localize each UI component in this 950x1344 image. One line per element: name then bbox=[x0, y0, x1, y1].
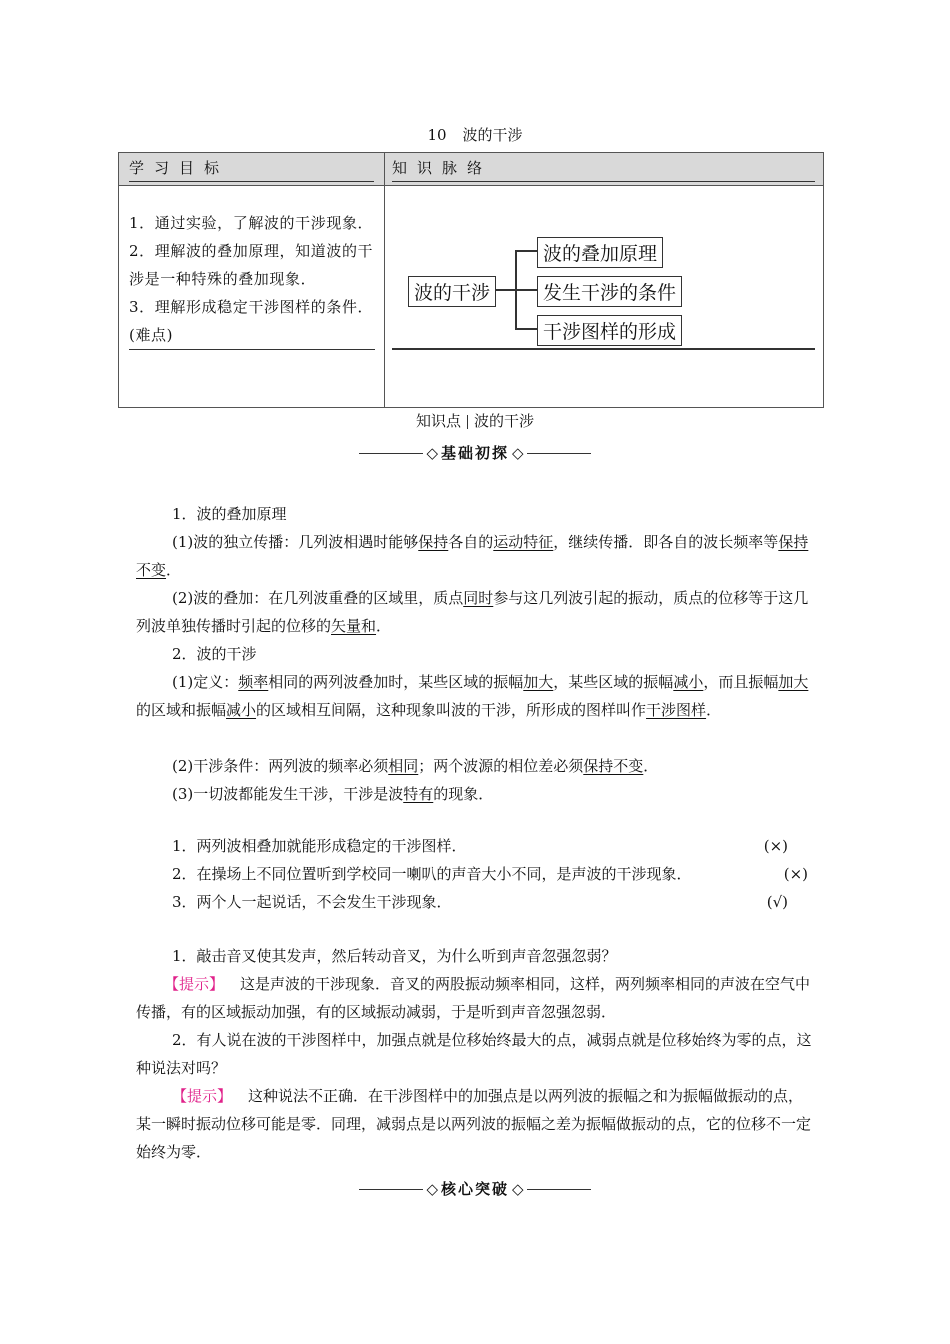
section-basic-label: 基础初探 bbox=[440, 444, 509, 462]
goal-item: 1．通过实验，了解波的干涉现象． bbox=[129, 214, 374, 232]
question-item: 1．敲击音叉使其发声，然后转动音叉，为什么听到声音忽强忽弱？ bbox=[172, 947, 617, 965]
mindmap-root: 波的干涉 bbox=[408, 276, 496, 307]
hint-label: 【提示】 bbox=[172, 1087, 233, 1105]
mindmap-branch: 波的叠加原理 bbox=[537, 237, 663, 268]
learning-goals-list bbox=[129, 209, 379, 350]
paragraph-superposition: (2)波的叠加：在几列波重叠的区域里，质点同时参与这几列波引起的振动，质点的位移等于这几列波单独传播时引起的位移的矢量和． bbox=[136, 589, 809, 635]
goal-item: 3．理解形成稳定干涉图样的条件．(难点) bbox=[129, 293, 375, 350]
objectives-table bbox=[118, 152, 824, 408]
mindmap-connector bbox=[515, 289, 537, 291]
table-header-row bbox=[119, 153, 823, 186]
section-core-label: 核心突破 bbox=[440, 1180, 509, 1198]
hint-paragraph: 【提示】 这种说法不正确．在干涉图样中的加强点是以两列波的振幅之和为振幅做振动的点，某一瞬时振动位移可能是零．同理，减弱点是以两列波的振幅之差为振幅做振动的点，它的位移不一定始终为零． bbox=[136, 1087, 812, 1161]
kp-label: 知识点 bbox=[415, 412, 461, 430]
kp-separator bbox=[467, 415, 468, 429]
mindmap-connector bbox=[495, 289, 515, 291]
section-core-heading: ◇ 核心突破 ◇ bbox=[0, 1178, 950, 1199]
hint-label: 【提示】 bbox=[164, 975, 225, 993]
header-knowledge-map: 知识脉络 bbox=[392, 157, 815, 182]
paragraph-all-waves: (3)一切波都能发生干涉，干涉是波特有的现象． bbox=[172, 785, 494, 803]
judgment-mark: (√) bbox=[766, 893, 788, 911]
header-learning-goals: 学习目标 bbox=[129, 157, 374, 182]
paragraph-independent-propagation: (1)波的独立传播：几列波相遇时能够保持各自的运动特征，继续传播．即各自的波长频率等保持不变． bbox=[136, 533, 809, 579]
paragraph-conditions: (2)干涉条件：两列波的频率必须相同；两个波源的相位差必须保持不变． bbox=[172, 757, 659, 775]
goal-item: 2．理解波的叠加原理，知道波的干涉是一种特殊的叠加现象． bbox=[129, 242, 374, 288]
mindmap-connector bbox=[515, 328, 537, 330]
page-title bbox=[0, 124, 950, 145]
knowledge-point-heading bbox=[0, 410, 950, 431]
paragraph-definition: (1)定义：频率相同的两列波叠加时，某些区域的振幅加大，某些区域的振幅减小，而且振幅加大的区域和振幅减小的区域相互间隔，这种现象叫波的干涉，所形成的图样叫作干涉图样． bbox=[136, 673, 809, 719]
mindmap-underline bbox=[392, 348, 815, 350]
judgment-item: 3．两个人一起说话，不会发生干涉现象． (√) bbox=[172, 888, 788, 916]
mindmap-connector bbox=[515, 250, 537, 252]
question-item: 2．有人说在波的干涉图样中，加强点就是位移始终最大的点，减弱点就是位移始终为零的点，这种说法对吗？ bbox=[136, 1031, 812, 1077]
judgment-mark: (×) bbox=[763, 837, 788, 855]
section-basic-heading: ◇ 基础初探 ◇ bbox=[0, 442, 950, 463]
lesson-title: 波的干涉 bbox=[462, 126, 523, 144]
subheading-interference: 2．波的干涉 bbox=[172, 645, 257, 663]
hint-paragraph: 【提示】 这是声波的干涉现象．音叉的两股振动频率相同，这样，两列频率相同的声波在空气中传播，有的区域振动加强，有的区域振动减弱，于是听到声音忽强忽弱． bbox=[136, 975, 811, 1021]
judgment-item: 1．两列波相叠加就能形成稳定的干涉图样． (×) bbox=[172, 832, 788, 860]
mindmap-branch: 发生干涉的条件 bbox=[537, 276, 682, 307]
judgment-item: 2．在操场上不同位置听到学校同一喇叭的声音大小不同，是声波的干涉现象． (×) bbox=[172, 860, 808, 888]
kp-name: 波的干涉 bbox=[474, 412, 535, 430]
lesson-number: 10 bbox=[427, 126, 447, 144]
judgment-mark: (×) bbox=[783, 865, 808, 883]
mindmap-branch: 干涉图样的形成 bbox=[537, 315, 682, 346]
subheading-superposition: 1．波的叠加原理 bbox=[172, 505, 287, 523]
table-divider bbox=[384, 153, 385, 407]
